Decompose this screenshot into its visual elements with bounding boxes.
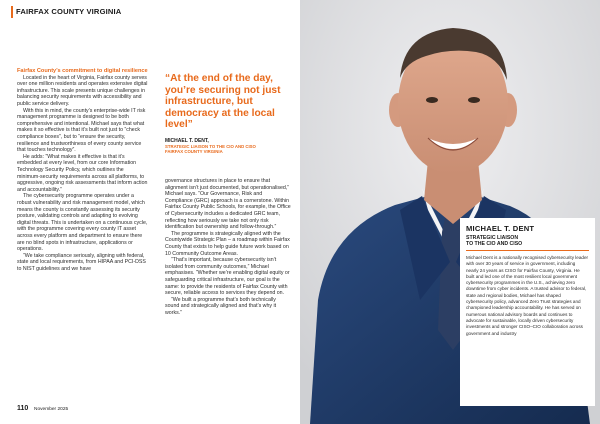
bio-box [460,218,595,406]
paragraph: governance structures in place to ensure that alignment isn’t just documented, but operationalised,” Michael says. “Our Governance, Risk and Compliance (GRC) approach is a cornerstone. Within Fairfax County Public Schools, for example, the Office of Cybersecurity includes a dedicated GRC team, reflecting how seriously we take not only risk identification but ownership and follow-through.” [165,178,291,231]
article-column-1 [17,68,148,273]
paragraph: “We built a programme that’s both technically sound and strategically aligned and that’s why it works.” [165,296,277,316]
issue-date: November 2025 [34,407,69,412]
header-accent-bar [11,6,13,18]
bio-text: Michael Dent is a nationally recognised cybersecurity leader with over 30 years of service in government, including nearly 24 years as CISO for Fairfax County, Virginia. He built and led one of the most resilient local government cybersecurity programmes in the U.S., achieving zero downtime from cyber incidents. A trusted advisor to federal, state and regional bodies, Michael has shaped cybersecurity policy, advanced Zero Trust strategies and championed leadership accountability. He has served on numerous national advisory boards and continues to advocate for sustainable, locally driven cybersecurity investments and stronger CISO–CIO collaboration across government and industry [466,255,589,336]
subheading: Fairfax County’s commitment to digital resilience [17,68,148,74]
bio-name: MICHAEL T. DENT [466,224,535,233]
paragraph: With this in mind, the county’s enterprise-wide IT risk management programme is designed to be both comprehensive and intentional. Michael says that what makes it so effective is that it’s built not just to “check compliance boxes”, but to “ensure the security, resilience and trustworthiness of every county service that touches technology”. [17,107,146,154]
paragraph: “We take compliance seriously, aligning with federal, state and local requirements, from HIPAA and PCI-DSS to NIST guidelines and we have [17,252,146,272]
page-number: 110 [17,405,29,412]
paragraph: The cybersecurity programme operates under a robust vulnerability and risk management model, which means the county is constantly assessing its security posture, validating controls and adapting to evolving digital threats. This is undertaken on a continuous cycle, with the programme covering every county IT asset across every platform and department to ensure there are no blind spots in infrastructure, applications or operations. [17,193,148,253]
pull-quote-name: MICHAEL T. DENT, [165,137,209,144]
bio-role-line: TO THE CIO AND CISO [466,241,523,247]
bio-role-line: STRATEGIC LIAISON [466,235,519,241]
article-column-2 [165,178,291,316]
paragraph: Located in the heart of Virginia, Fairfax county serves over one million residents and operates extensive digital infrastructure. This scale presents unique challenges in balancing security requirements with accessibility and public service delivery. [17,74,148,108]
paragraph: The programme is strategically aligned with the Countywide Strategic Plan – a roadmap within Fairfax County that exists to help guide future work based on 10 Community Outcome Areas. [165,230,290,257]
paragraph: He adds: “What makes it effective is that it’s embedded at every level, from our core Information Technology Security Policy, which outlines the minimum-security requirements across all platforms, to aggressive, ongoing risk assessments that inform action and accountability.” [17,153,148,193]
pull-quote-text: “At the end of the day, you’re securing not just infrastructure, but democracy at the local level” [165,73,281,131]
pull-quote-role: STRATEGIC LIAISON TO THE CIO AND CISO [165,143,256,149]
bio-divider [466,250,589,251]
page-footer [17,405,68,412]
right-page [300,0,600,424]
paragraph: “That’s important, because cybersecurity isn’t isolated from community outcomes,” Michael emphasises. “Whether we’re enabling digital equity or safeguarding critical infrastructure, our goal is the same: to provide the residents of Fairfax County with secure, reliable access to services they depend on. [165,257,290,297]
pull-quote-organisation: FAIRFAX COUNTY VIRGINIA [165,149,223,155]
pull-quote [165,73,295,154]
bio-role [466,235,589,247]
section-header: FAIRFAX COUNTY VIRGINIA [16,7,122,16]
